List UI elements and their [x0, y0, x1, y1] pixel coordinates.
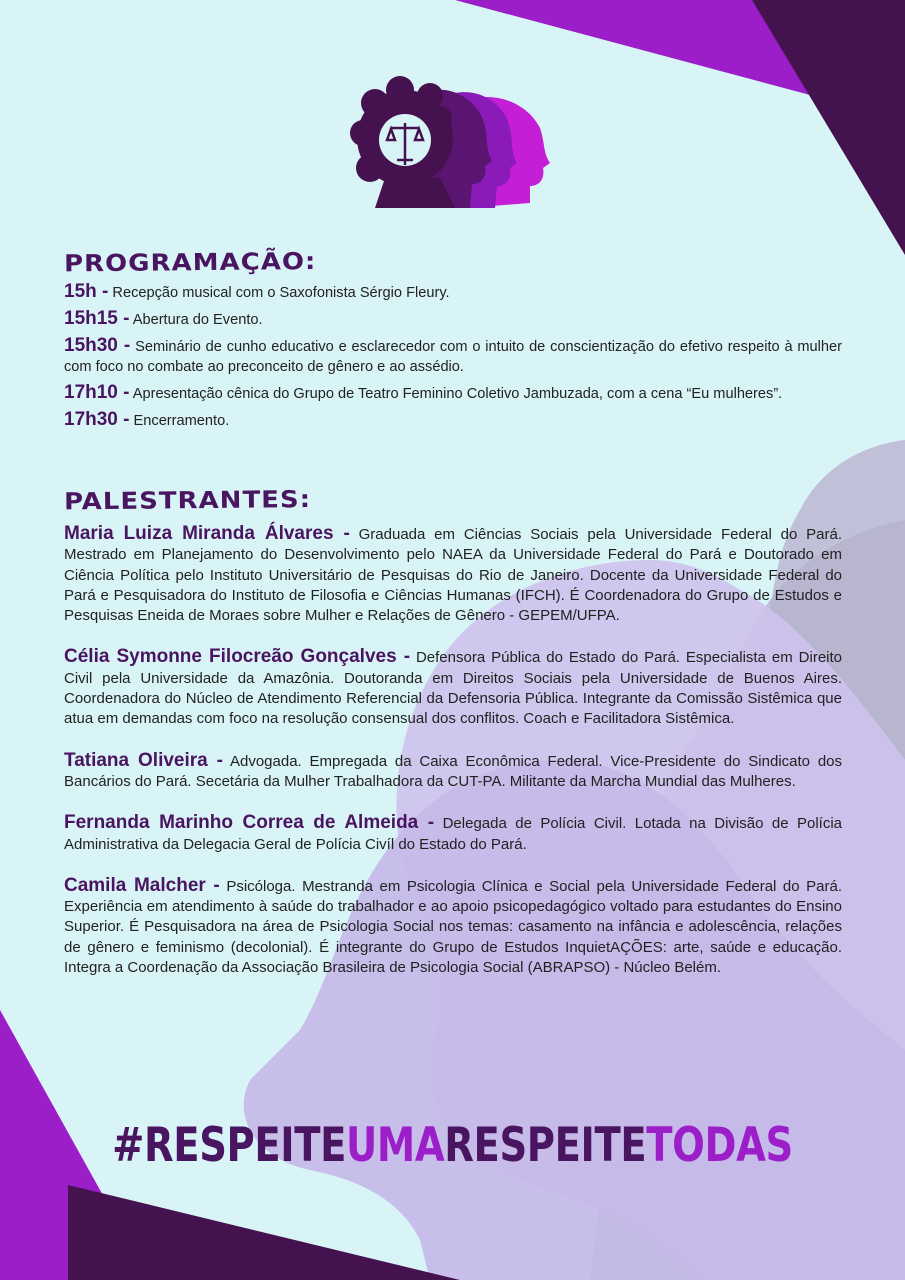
speaker-name: Célia Symonne Filocreão Gonçalves - — [64, 646, 411, 668]
schedule-item — [64, 282, 842, 303]
schedule-time: 15h - — [64, 281, 109, 302]
hashtag-part: RESPEITE — [444, 1118, 647, 1173]
programacao-title: PROGRAMAÇÃO: — [63, 248, 317, 278]
speaker-name: Camila Malcher - — [64, 874, 220, 896]
schedule-time: 15h15 - — [64, 308, 130, 329]
schedule-time: 17h30 - — [64, 409, 130, 430]
speaker-entry — [64, 876, 842, 978]
schedule-item — [64, 309, 842, 330]
women-silhouettes-justice-scale-icon — [345, 68, 560, 213]
speaker-name: Fernanda Marinho Correa de Almeida - — [64, 812, 435, 834]
schedule-text: Recepção musical com o Saxofonista Sérgio Fleury. — [112, 285, 450, 301]
schedule-text: Seminário de cunho educativo e esclarecedor com o intuito de conscientização do efetivo respeito à mulher com foco no combate ao preconceito de gênero e ao assédio. — [64, 339, 842, 375]
speaker-name: Tatiana Oliveira - — [64, 749, 223, 771]
schedule-item — [64, 336, 842, 377]
hashtag-part: TODAS — [646, 1118, 793, 1173]
hashtag-part: #RESPEITE — [112, 1118, 347, 1173]
schedule-time: 15h30 - — [64, 335, 131, 356]
schedule-item — [64, 410, 842, 431]
speaker-bio: Advogada. Empregada da Caixa Econômica Federal. Vice-Presidente do Sindicato dos Bancários do Pará. Secetária da Mulher Trabalhadora da CUT-PA. Militante da Marcha Mundial das Mulheres. — [64, 752, 842, 790]
schedule-text: Encerramento. — [133, 413, 230, 429]
speaker-bio: Defensora Pública do Estado do Pará. Especialista em Direito Civil pela Universidade da Amazônia. Doutoranda em Direitos Sociais pela Universidade de Buenos Aires. Coordenadora do Núcleo de Atendimento Referencial da Defensoria Pública. Integrante da Comissão Sistêmica que atua em demandas com foco na resolução consensual dos conflitos. Coach e Facilitadora Sistêmica. — [64, 649, 842, 728]
schedule-time: 17h10 - — [64, 382, 130, 403]
palestrantes-title: PALESTRANTES: — [63, 486, 312, 516]
hashtag-part: UMA — [346, 1118, 445, 1173]
schedule-list — [64, 282, 842, 437]
schedule-item — [64, 383, 842, 404]
speaker-bio: Psicóloga. Mestranda em Psicologia Clínica e Social pela Universidade Federal do Pará. Experiência em atendimento à saúde do trabalhador e ao apoio psicopedagógico voltado para estudantes do Ensino Superior. É Pesquisadora na área de Psicologia Social nos temas: casamento na infância e adolescência, relações de gênero e feminismo (decolonial). É integrante do Grupo de Estudos InquietAÇÕES: arte, saúde e educação. Integra a Coordenação da Associação Brasileira de Psicologia Social (ABRAPSO) - Núcleo Belém. — [64, 877, 843, 977]
speaker-entry — [64, 647, 842, 729]
speaker-entry — [64, 751, 842, 793]
speaker-bio: Graduada em Ciências Sociais pela Universidade Federal do Pará. Mestrado em Planejamento do Desenvolvimento pelo NAEA da Universidade Federal do Pará e Doutorado em Ciência Política pelo Instituto Universitário de Pesquisas do Rio de Janeiro. Docente da Universidade Federal do Pará e Pesquisadora do Instituto de Filosofia e Ciências Humanas (IFCH). É Coordenadora do Grupo de Estudos e Pesquisas Eneida de Moraes sobre Mulher e Relações de Gênero - GEPEM/UFPA. — [64, 526, 843, 625]
speaker-name: Maria Luiza Miranda Álvares - — [64, 523, 350, 544]
hashtag-banner — [81, 1118, 823, 1173]
speaker-bio: Delegada de Polícia Civil. Lotada na Divisão de Polícia Administrativa da Delegacia Geral de Polícia Civíl do Estado do Pará. — [64, 815, 843, 853]
schedule-text: Abertura do Evento. — [132, 312, 263, 328]
speakers-list — [64, 524, 842, 999]
schedule-text: Apresentação cênica do Grupo de Teatro Feminino Coletivo Jambuzada, com a cena “Eu mulheres”. — [132, 386, 783, 402]
speaker-entry — [64, 813, 842, 855]
speaker-entry — [64, 524, 842, 626]
